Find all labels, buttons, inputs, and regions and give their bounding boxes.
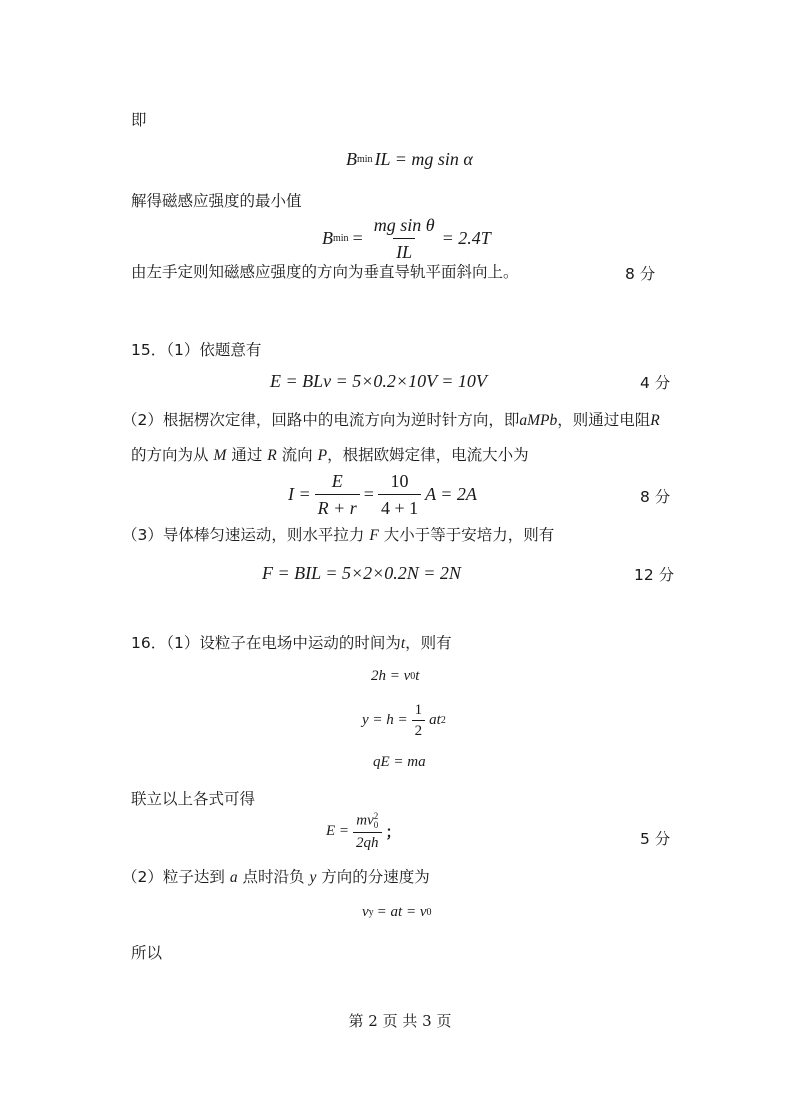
equation-force: F = BIL = 5×2×0.2N = 2N bbox=[262, 563, 461, 583]
question-15-part2-line2: 的方向为从 M 通过 R 流向 P，根据欧姆定律，电流大小为 bbox=[131, 446, 529, 464]
text-solve-b: 解得磁感应强度的最小值 bbox=[131, 192, 302, 210]
equation-current: I = $\frac{E}{R + r}$ = $\frac{10}{4 + 1}$ A = 2A bbox=[288, 471, 477, 518]
score-5: 5 分 bbox=[640, 830, 671, 848]
equation-field-strength: E = mv 2 0 2qh ； bbox=[326, 811, 401, 851]
text-ji: 即 bbox=[131, 111, 147, 129]
question-16-part1: 16．（1）设粒子在电场中运动的时间为t，则有 bbox=[131, 634, 452, 652]
text-combine: 联立以上各式可得 bbox=[131, 790, 256, 808]
score-8-b: 8 分 bbox=[640, 488, 671, 506]
score-8: 8 分 bbox=[625, 265, 656, 283]
equation-b-min: B min = $\frac{\text{mg sin θ}}{IL}$ = 2.4T bbox=[322, 215, 491, 262]
question-15-part2-line1: （2）根据楞次定律，回路中的电流方向为逆时针方向，即aMPb，则通过电阻R bbox=[122, 411, 660, 429]
page-footer: 第 2 页 共 3 页 bbox=[348, 1012, 452, 1030]
equation-vy: v y = at = v 0 bbox=[362, 904, 432, 920]
equation-horizontal: 2h = v 0 t bbox=[371, 668, 420, 684]
score-12: 12 分 bbox=[634, 566, 675, 584]
equation-emf: E = BLv = 5×0.2×10V = 10V bbox=[270, 371, 487, 391]
text-suoyi: 所以 bbox=[131, 944, 163, 962]
equation-force-balance: B min IL = mg sin α bbox=[346, 149, 473, 169]
equation-vertical: y = h = $\frac{1}{2}$ at 2 bbox=[362, 702, 446, 739]
text-left-hand-rule: 由左手定则知磁感应强度的方向为垂直导轨平面斜向上。 bbox=[131, 263, 519, 281]
question-16-part2: （2）粒子达到 a 点时沿负 y 方向的分速度为 bbox=[122, 868, 430, 886]
question-15-part1: 15．（1）依题意有 bbox=[131, 341, 262, 359]
question-15-part3: （3）导体棒匀速运动，则水平拉力 F 大小于等于安培力，则有 bbox=[122, 526, 555, 544]
equation-newton: qE = ma bbox=[373, 754, 426, 770]
score-4: 4 分 bbox=[640, 374, 671, 392]
